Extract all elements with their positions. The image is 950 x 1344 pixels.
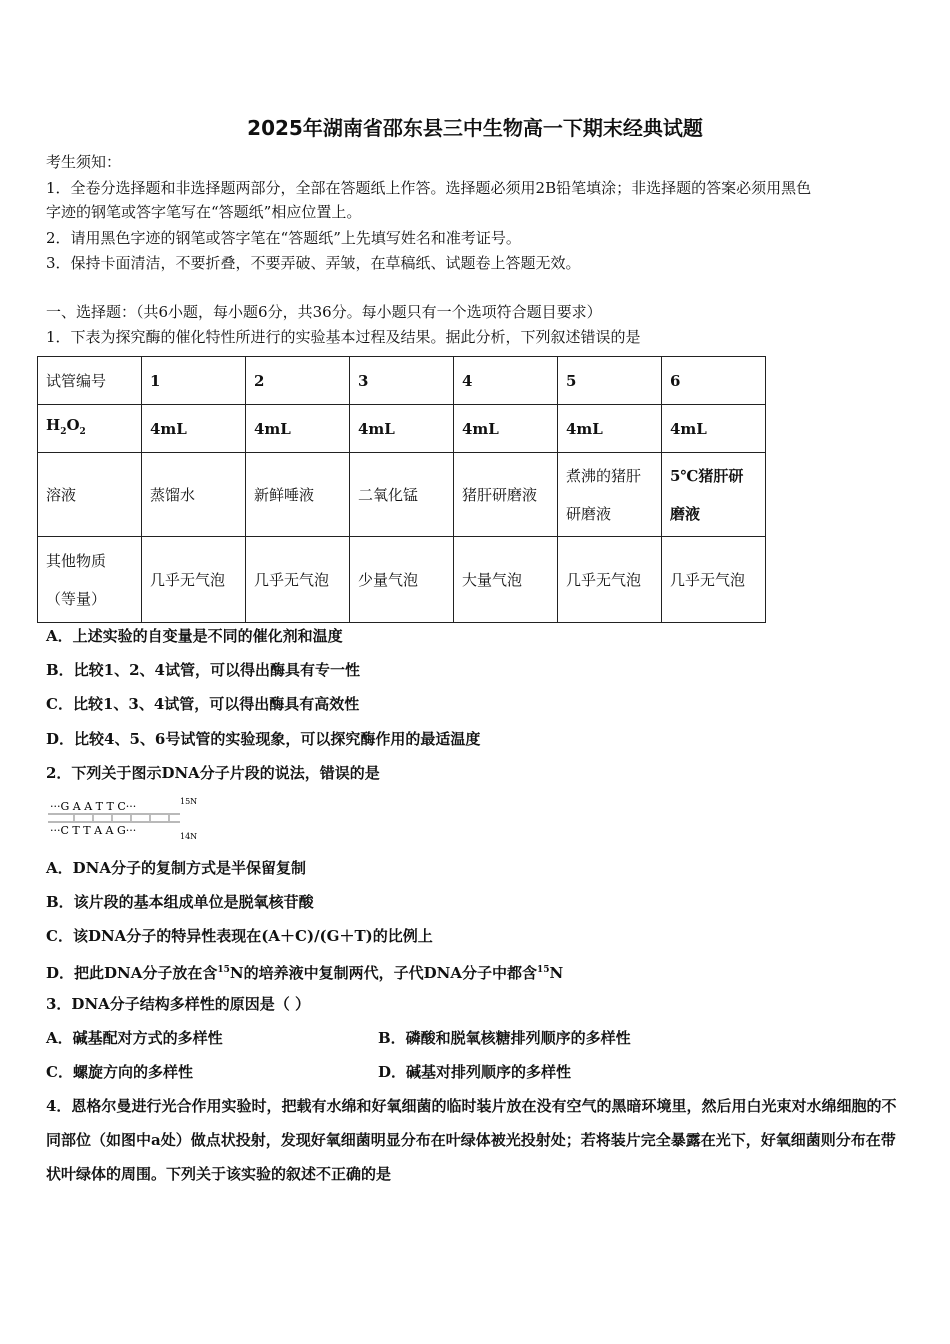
label-15n: 15N [180, 797, 198, 806]
table-cell: 蒸馏水 [142, 453, 246, 537]
q3-option-b: B．磷酸和脱氧核糖排列顺序的多样性 [378, 1029, 631, 1047]
table-row [38, 453, 766, 537]
q2-option-a: A．DNA分子的复制方式是半保留复制 [46, 859, 306, 877]
notice-item-3: 3．保持卡面清洁，不要折叠，不要弄破、弄皱，在草稿纸、试题卷上答题无效。 [46, 254, 581, 272]
label-14n: 14N [180, 832, 198, 840]
table-cell: 试管编号 [38, 357, 142, 405]
page-title: 2025年湖南省邵东县三中生物高一下期末经典试题 [247, 116, 703, 140]
table-cell: 4mL [142, 405, 246, 453]
table-cell: 猪肝研磨液 [454, 453, 558, 537]
table-row [38, 357, 766, 405]
table-row [38, 537, 766, 623]
table-cell: 4mL [662, 405, 766, 453]
h2o2-h: H [46, 416, 61, 434]
experiment-table [37, 356, 766, 623]
superscript: 15 [217, 965, 230, 975]
table-cell: 5℃猪肝研磨液 [662, 453, 766, 537]
table-cell: 几乎无气泡 [246, 537, 350, 623]
q1-option-d: D．比较4、5、6号试管的实验现象，可以探究酶作用的最适温度 [46, 730, 481, 748]
q3-stem: 3．DNA分子结构多样性的原因是（ ） [46, 995, 311, 1013]
dna-top-strand: ···G A A T T C··· [50, 800, 137, 813]
q2-option-d-part: D．把此DNA分子放在含 [46, 964, 218, 982]
table-cell: 煮沸的猪肝研磨液 [558, 453, 662, 537]
table-cell: 新鲜唾液 [246, 453, 350, 537]
table-cell-h2o2 [38, 405, 142, 453]
q2-option-b: B．该片段的基本组成单位是脱氧核苷酸 [46, 893, 314, 911]
dna-fragment-diagram [48, 796, 208, 840]
table-cell: 4 [454, 357, 558, 405]
dna-bottom-strand: ···C T T A A G··· [50, 824, 137, 837]
q2-option-d-part: N [549, 964, 564, 982]
table-cell: 其他物质（等量） [38, 537, 142, 623]
q3-option-d: D．碱基对排列顺序的多样性 [378, 1063, 572, 1081]
section-heading: 一、选择题：（共6小题，每小题6分，共36分。每小题只有一个选项符合题目要求） [46, 303, 602, 321]
h2o2-sub: 2 [60, 427, 67, 437]
table-cell: 几乎无气泡 [142, 537, 246, 623]
table-row [38, 405, 766, 453]
table-cell: 5 [558, 357, 662, 405]
table-cell: 少量气泡 [350, 537, 454, 623]
q2-stem: 2．下列关于图示DNA分子片段的说法，错误的是 [46, 764, 380, 782]
table-cell: 3 [350, 357, 454, 405]
q3-option-a: A．碱基配对方式的多样性 [46, 1029, 223, 1047]
table-cell: 4mL [246, 405, 350, 453]
notice-item-1b: 字迹的钢笔或答字笔写在“答题纸”相应位置上。 [46, 203, 362, 221]
notice-item-2: 2．请用黑色字迹的钢笔或答字笔在“答题纸”上先填写姓名和准考证号。 [46, 229, 521, 247]
table-cell: 几乎无气泡 [662, 537, 766, 623]
q2-option-d [46, 960, 563, 983]
q2-option-d-part: N的培养液中复制两代，子代DNA分子中都含 [229, 964, 537, 982]
q3-option-c: C．螺旋方向的多样性 [46, 1063, 193, 1081]
superscript: 15 [536, 965, 550, 975]
q1-option-a: A．上述实验的自变量是不同的催化剂和温度 [46, 627, 343, 645]
h2o2-o: O [66, 416, 80, 434]
table-cell: 4mL [350, 405, 454, 453]
table-cell: 4mL [454, 405, 558, 453]
table-cell: 二氧化锰 [350, 453, 454, 537]
table-cell: 6 [662, 357, 766, 405]
notice-item-1a: 1．全卷分选择题和非选择题两部分，全部在答题纸上作答。选择题必须用2B铅笔填涂；非选择题的答案必须用黑色 [46, 179, 812, 197]
table-cell: 大量气泡 [454, 537, 558, 623]
table-cell: 几乎无气泡 [558, 537, 662, 623]
table-cell: 4mL [558, 405, 662, 453]
q1-option-b: B．比较1、2、4试管，可以得出酶具有专一性 [46, 661, 360, 679]
h2o2-sub: 2 [79, 427, 86, 437]
table-cell: 1 [142, 357, 246, 405]
table-cell: 溶液 [38, 453, 142, 537]
table-cell: 2 [246, 357, 350, 405]
q4-stem: 4．恩格尔曼进行光合作用实验时，把载有水绵和好氧细菌的临时装片放在没有空气的黑暗环境里，然后用白光束对水绵细胞的不同部位（如图中a处）做点状投射，发现好氧细菌明显分布在叶绿体被光投射处；若将装片完全暴露在光下，好氧细菌则分布在带状叶绿体的周围。下列关于该实验的叙述不正确的是 [46, 1097, 897, 1183]
q1-stem: 1．下表为探究酶的催化特性所进行的实验基本过程及结果。据此分析，下列叙述错误的是 [46, 328, 641, 346]
q2-option-c: C．该DNA分子的特异性表现在(A＋C)/(G＋T)的比例上 [46, 927, 433, 945]
q1-option-c: C．比较1、3、4试管，可以得出酶具有高效性 [46, 695, 360, 713]
notice-heading: 考生须知： [46, 153, 122, 171]
